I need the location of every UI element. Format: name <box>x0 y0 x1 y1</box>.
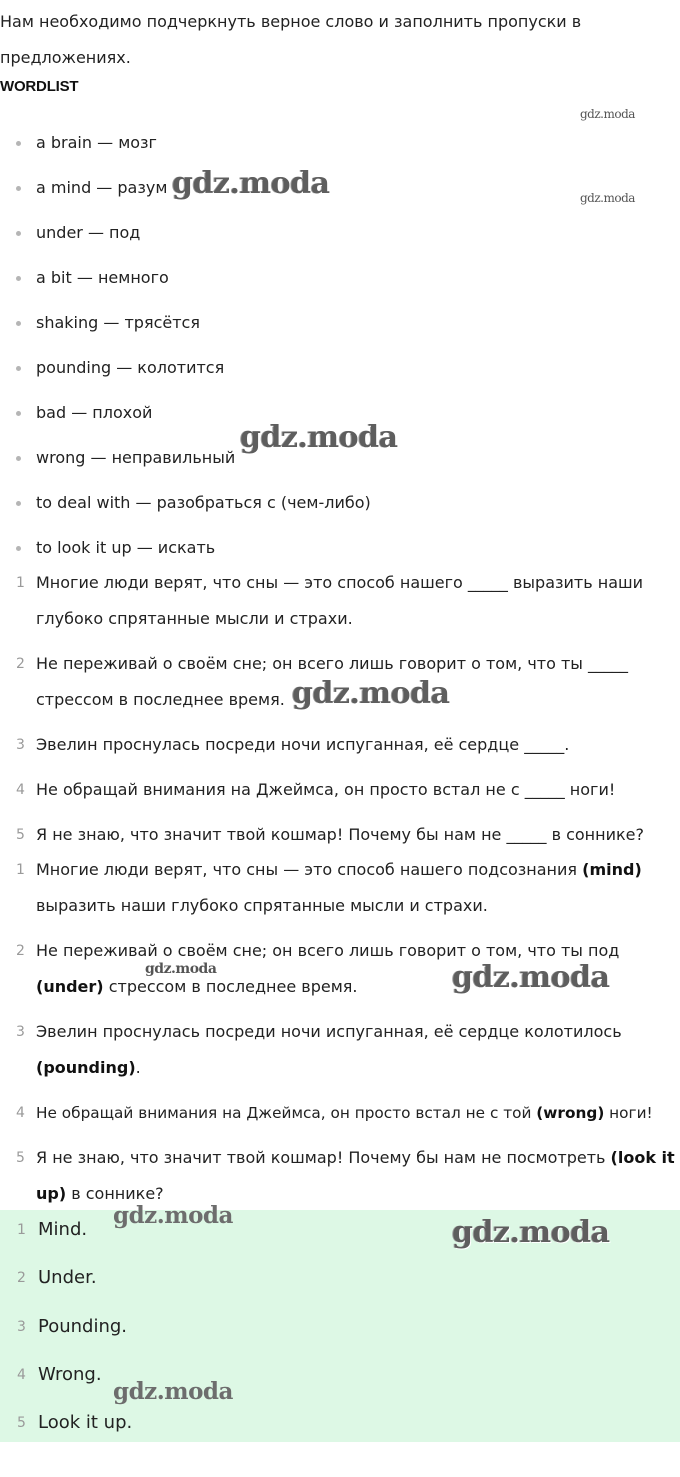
wordlist-item-text: a brain — мозг <box>36 133 157 152</box>
task-number: 2 <box>16 656 25 672</box>
answer-word: (pounding) <box>36 1058 136 1077</box>
wordlist-item-text: to deal with — разобраться с (чем-либо) <box>36 493 371 512</box>
watermark: gdz.moda <box>292 676 450 711</box>
task-number: 3 <box>16 737 25 753</box>
task-number: 1 <box>16 575 25 591</box>
watermark: gdz.moda <box>172 166 330 201</box>
answer-number: 1 <box>17 1222 26 1238</box>
solution-number: 5 <box>16 1150 25 1166</box>
task-text: Эвелин проснулась посреди ночи испуганная, её сердце _____. <box>36 735 570 754</box>
wordlist-item-text: wrong — неправильный <box>36 448 236 467</box>
watermark: gdz.moda <box>240 420 398 455</box>
answer-number: 4 <box>17 1367 26 1383</box>
wordlist-item <box>0 350 680 395</box>
bullet-dot-icon <box>16 321 21 326</box>
task-text: Не переживай о своём сне; он всего лишь говорит о том, что ты _____ стрессом в последнее время. <box>36 654 629 709</box>
wordlist <box>0 125 680 575</box>
watermark: gdz.moda <box>580 107 635 121</box>
answer-text: Wrong. <box>38 1364 102 1385</box>
wordlist-item <box>0 305 680 350</box>
solution-number: 1 <box>16 862 25 878</box>
answer-item <box>0 1403 680 1443</box>
task-text: Не обращай внимания на Джеймса, он просто встал не с _____ ноги! <box>36 780 616 799</box>
wordlist-item <box>0 260 680 305</box>
solution-text: Не переживай о своём сне; он всего лишь говорит о том, что ты под (under) стрессом в последнее время. <box>36 941 620 996</box>
answer-number: 3 <box>17 1319 26 1335</box>
wordlist-item-text: under — под <box>36 223 141 242</box>
wordlist-item <box>0 215 680 260</box>
answer-text: Under. <box>38 1267 97 1288</box>
watermark: gdz.moda <box>452 1215 610 1250</box>
solution-text: Не обращай внимания на Джеймса, он просто встал не с той (wrong) ноги! <box>36 1104 653 1122</box>
answer-word: (look it up) <box>36 1148 675 1203</box>
intro-text: Нам необходимо подчеркнуть верное слово и заполнить пропуски в предложениях. <box>0 12 582 67</box>
bullet-dot-icon <box>16 186 21 191</box>
answer-word: (wrong) <box>536 1104 605 1122</box>
task-number: 5 <box>16 827 25 843</box>
task-text: Многие люди верят, что сны — это способ нашего _____ выразить наши глубоко спрятанные мысли и страхи. <box>36 573 644 628</box>
answer-item <box>0 1307 680 1347</box>
answer-word: (under) <box>36 977 104 996</box>
watermark: gdz.moda <box>452 960 610 995</box>
task-text: Я не знаю, что значит твой кошмар! Почему бы нам не _____ в соннике? <box>36 825 644 844</box>
wordlist-item-text: to look it up — искать <box>36 538 216 557</box>
solution-number: 4 <box>16 1105 25 1121</box>
wordlist-heading: WORDLIST <box>0 78 79 95</box>
bullet-dot-icon <box>16 501 21 506</box>
answer-number: 5 <box>17 1415 26 1431</box>
task-number: 4 <box>16 782 25 798</box>
answer-text: Mind. <box>38 1219 88 1240</box>
wordlist-item-text: shaking — трясётся <box>36 313 200 332</box>
bullet-dot-icon <box>16 231 21 236</box>
bullet-dot-icon <box>16 546 21 551</box>
solution-text: Эвелин проснулась посреди ночи испуганная, её сердце колотилось (pounding). <box>36 1022 622 1077</box>
answer-item <box>0 1258 680 1298</box>
bullet-dot-icon <box>16 141 21 146</box>
answer-number: 2 <box>17 1270 26 1286</box>
solution-text: Я не знаю, что значит твой кошмар! Почему бы нам не посмотреть (look it up) в соннике? <box>36 1148 675 1203</box>
answer-text: Pounding. <box>38 1316 128 1337</box>
bullet-dot-icon <box>16 456 21 461</box>
solution-number: 2 <box>16 943 25 959</box>
wordlist-item-text: a mind — разум <box>36 178 168 197</box>
bullet-dot-icon <box>16 366 21 371</box>
watermark: gdz.moda <box>580 191 635 205</box>
wordlist-item-text: a bit — немного <box>36 268 169 287</box>
answer-word: (mind) <box>582 860 642 879</box>
wordlist-item <box>0 125 680 170</box>
wordlist-item-text: pounding — колотится <box>36 358 225 377</box>
bullet-dot-icon <box>16 276 21 281</box>
watermark: gdz.moda <box>113 1202 233 1229</box>
solution-number: 3 <box>16 1024 25 1040</box>
watermark: gdz.moda <box>113 1378 233 1405</box>
watermark: gdz.moda <box>145 961 217 977</box>
wordlist-item <box>0 485 680 530</box>
answer-item <box>0 1355 680 1395</box>
solution-text: Многие люди верят, что сны — это способ нашего подсознания (mind) выразить наши глубоко спрятанные мысли и страхи. <box>36 860 642 915</box>
answer-text: Look it up. <box>38 1412 133 1433</box>
bullet-dot-icon <box>16 411 21 416</box>
wordlist-item <box>0 170 680 215</box>
wordlist-item-text: bad — плохой <box>36 403 153 422</box>
